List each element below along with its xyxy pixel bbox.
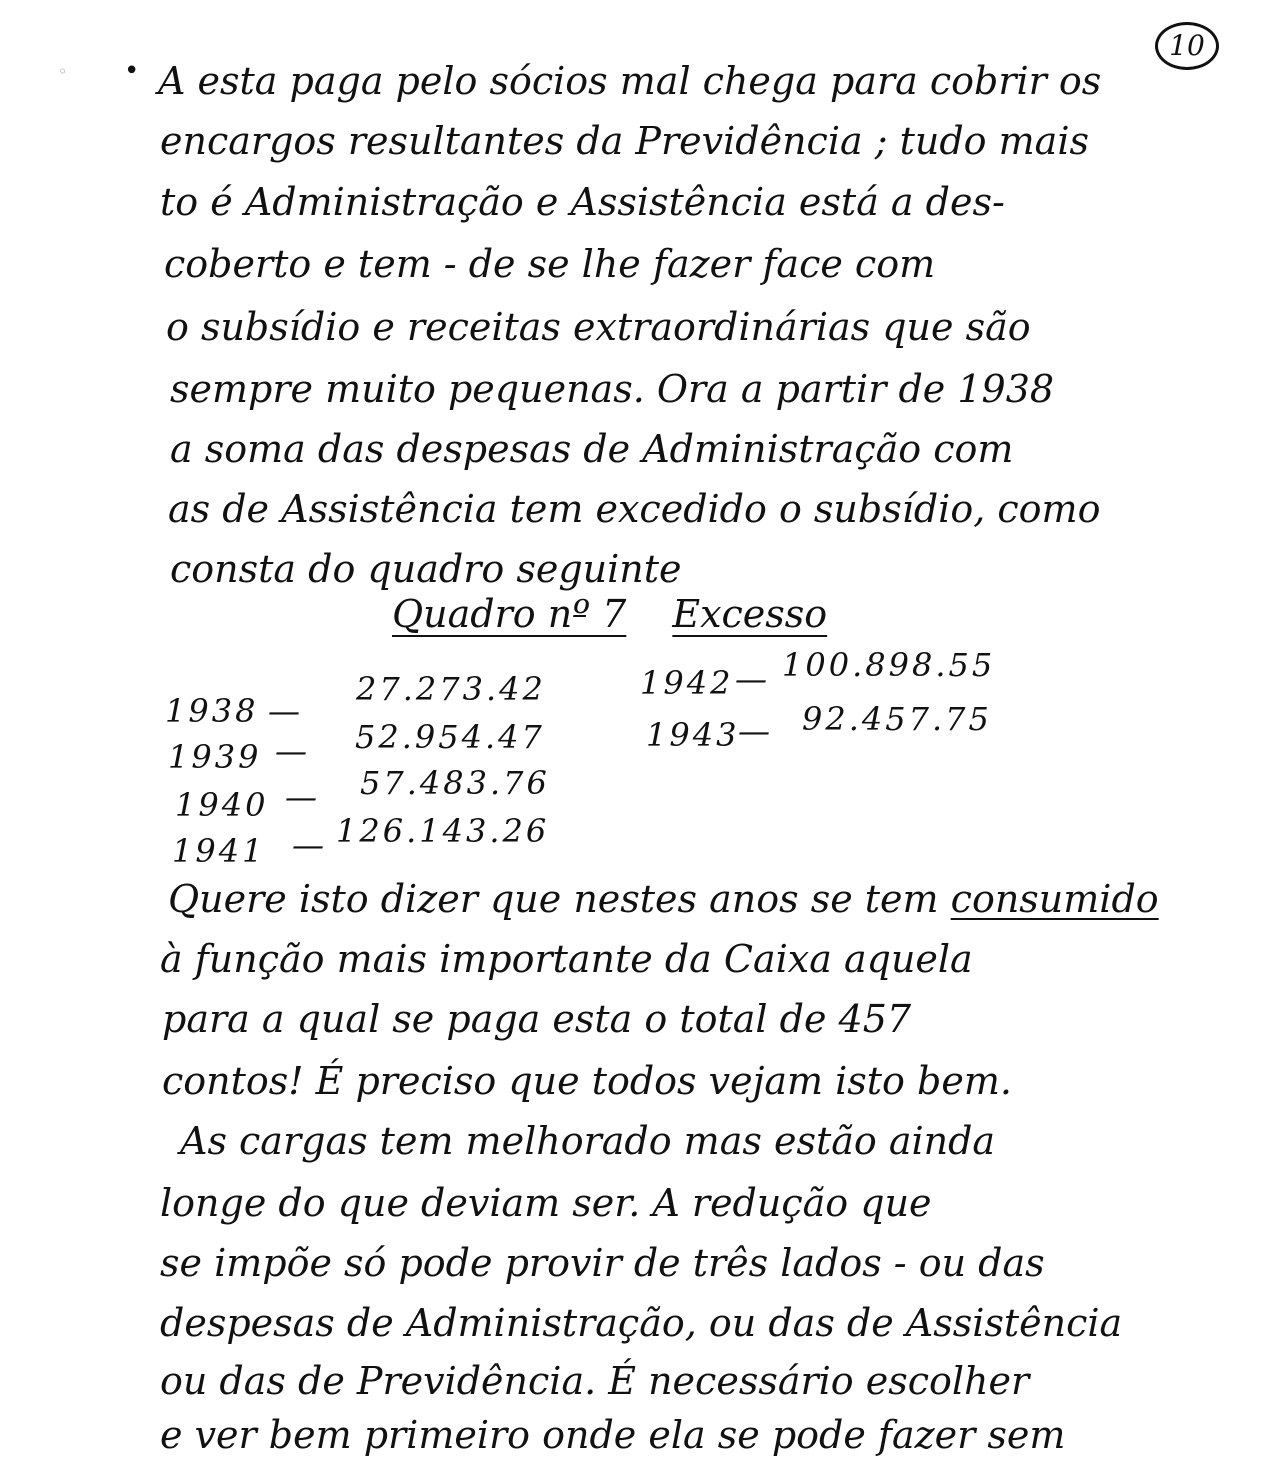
paragraph1-line-8: as de Assistência tem excedido o subsídio, como — [168, 487, 1101, 531]
table-right-value: 100.898.55 — [782, 646, 996, 684]
paragraph1-line-9: consta do quadro seguinte — [170, 547, 682, 591]
paragraph2-line-6: longe do que deviam ser. A redução que — [160, 1181, 932, 1225]
bullet-mark: • — [124, 56, 140, 86]
table-left-dash: — — [292, 826, 327, 864]
table-subtitle: Excesso — [672, 592, 828, 636]
table-right-dash: — — [738, 712, 773, 750]
paragraph2-line-5: As cargas tem melhorado mas estão ainda — [180, 1119, 996, 1163]
table-left-dash: — — [268, 692, 303, 730]
paragraph2-line-2: à função mais importante da Caixa aquela — [160, 937, 973, 981]
paragraph1-line-7: a soma das despesas de Administração com — [170, 427, 1014, 471]
paragraph2-line-4: contos! É preciso que todos vejam isto bem. — [162, 1059, 1012, 1103]
paragraph1-line-4: coberto e tem - de se lhe fazer face com — [164, 242, 936, 286]
table-left-year-1940: 1940 — [175, 786, 269, 824]
table-left-dash: — — [275, 732, 310, 770]
paragraph1-line-6: sempre muito pequenas. Ora a partir de 1938 — [170, 367, 1055, 411]
table-heading — [392, 592, 827, 636]
table-left-dash: — — [285, 778, 320, 816]
paragraph1-line-5: o subsídio e receitas extraordinárias que são — [166, 305, 1031, 349]
paragraph2-line-1 — [168, 877, 1159, 921]
table-right-year-1942: 1942 — [640, 664, 734, 702]
margin-mark: ◦ — [58, 62, 68, 81]
paragraph2-line-10: e ver bem primeiro onde ela se pode fazer sem — [160, 1413, 1066, 1457]
table-right-year-1943: 1943 — [646, 716, 740, 754]
table-left-value: 126.143.26 — [336, 812, 550, 850]
table-left-value: 52.954.47 — [355, 718, 545, 756]
page-number: 10 — [1155, 22, 1219, 70]
paragraph1-line-2: encargos resultantes da Previdência ; tudo mais — [160, 119, 1089, 163]
table-left-value: 57.483.76 — [360, 764, 550, 802]
table-left-year-1941: 1941 — [172, 832, 266, 870]
table-left-value: 27.273.42 — [356, 670, 546, 708]
paragraph2-line-1-underlined: consumido — [950, 877, 1159, 921]
paragraph1-line-3: to é Administração e Assistência está a des- — [160, 180, 1005, 224]
table-right-dash: — — [735, 660, 770, 698]
paragraph2-line-1-text: Quere isto dizer que nestes anos se tem — [168, 877, 951, 921]
paragraph1-line-1: A esta paga pelo sócios mal chega para cobrir os — [158, 59, 1102, 103]
paragraph2-line-8: despesas de Administração, ou das de Assistência — [160, 1301, 1123, 1345]
table-left-year-1938: 1938 — [165, 692, 259, 730]
table-title: Quadro nº 7 — [392, 592, 627, 636]
paragraph2-line-7: se impõe só pode provir de três lados - ou das — [160, 1241, 1045, 1285]
paragraph2-line-3: para a qual se paga esta o total de 457 — [162, 997, 912, 1041]
table-left-year-1939: 1939 — [168, 738, 262, 776]
table-right-value: 92.457.75 — [802, 700, 992, 738]
paragraph2-line-9: ou das de Previdência. É necessário escolher — [160, 1359, 1030, 1403]
